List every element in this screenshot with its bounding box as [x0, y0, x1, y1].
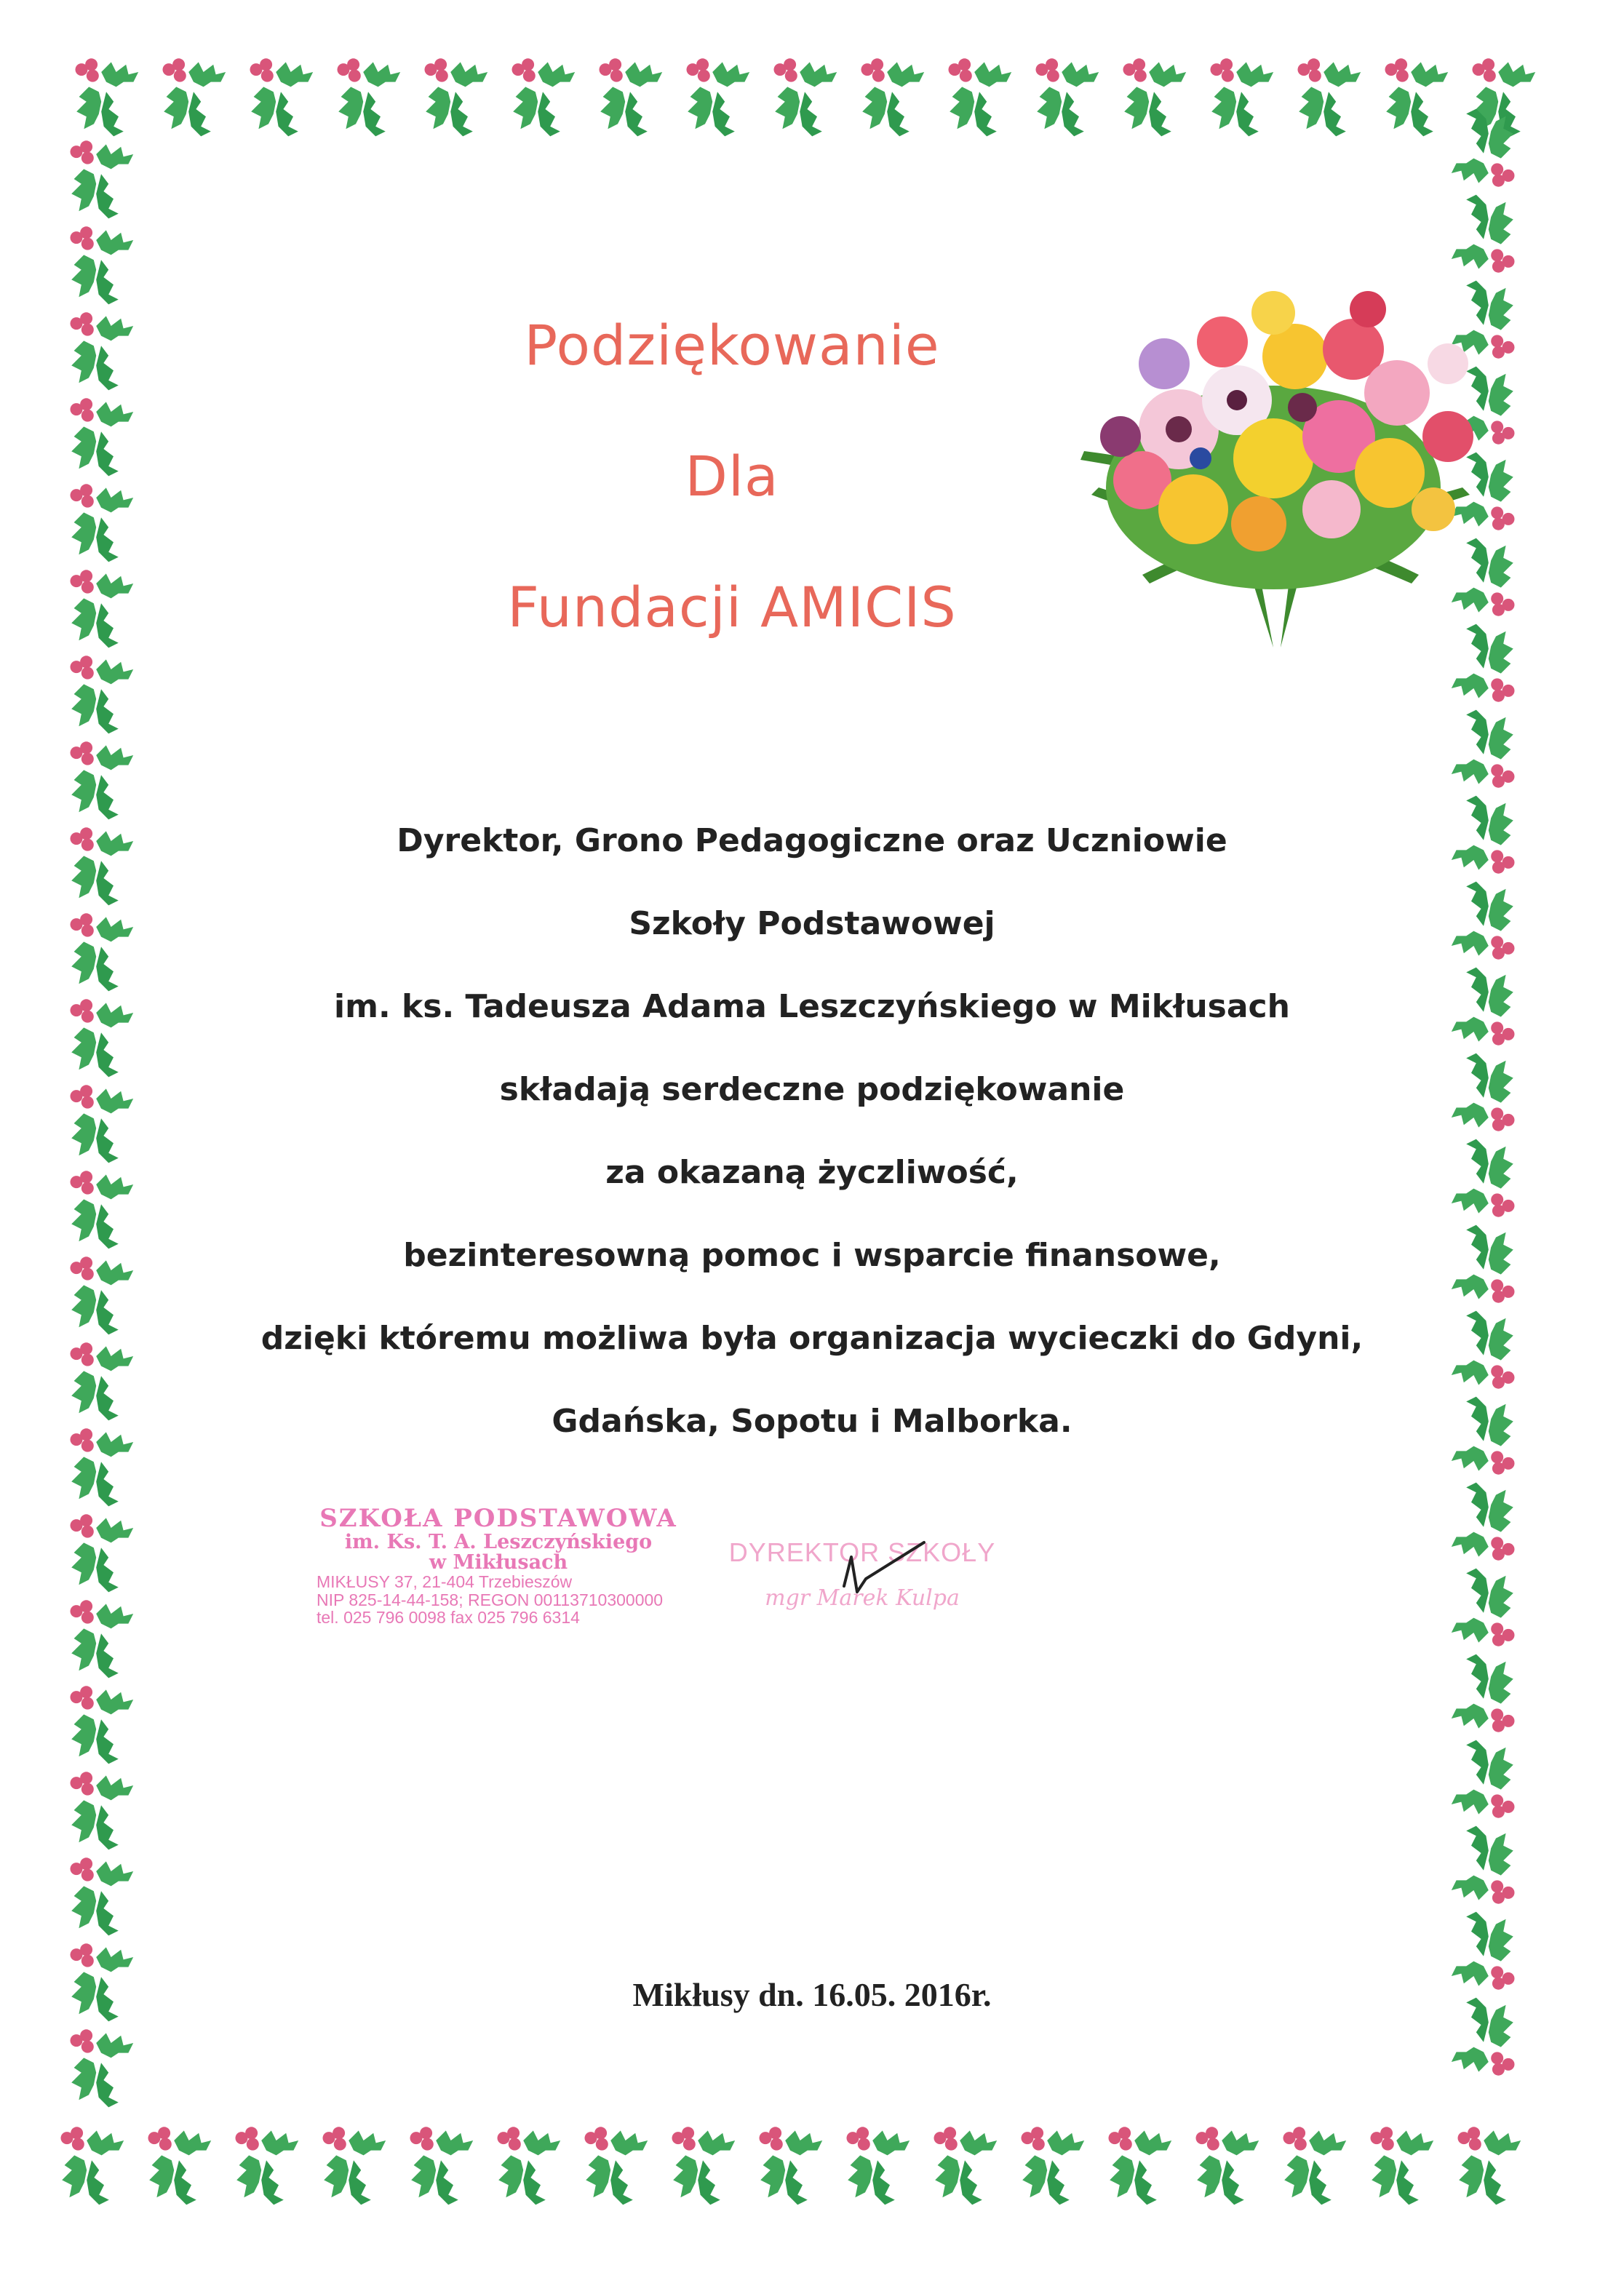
holly-sprig-border-top-15: [1385, 58, 1449, 136]
holly-sprig-border-bottom-4: [410, 2127, 474, 2205]
holly-sprig-border-left-20: [71, 1857, 134, 1935]
title-foundation: Fundacji AMICIS: [507, 575, 957, 640]
body-line: dzięki któremu możliwa była organizacja wycieczki do Gdyni,: [260, 1320, 1364, 1357]
holly-sprig-border-bottom-8: [760, 2127, 823, 2205]
holly-sprig-border-top-12: [1123, 58, 1187, 136]
holly-sprig-border-bottom-14: [1283, 2127, 1347, 2205]
holly-sprig-border-left-22: [71, 2029, 134, 2107]
holly-sprig-border-left-0: [71, 140, 134, 218]
stamp-school-name: SZKOŁA PODSTAWOWA: [319, 1504, 677, 1533]
holly-sprig-border-top-2: [250, 58, 314, 136]
holly-sprig-border-right-1: [1452, 195, 1515, 273]
holly-sprig-border-bottom-3: [323, 2127, 386, 2205]
body-line: im. ks. Tadeusza Adama Leszczyńskiego w Mikłusach: [334, 988, 1290, 1025]
holly-sprig-border-top-1: [163, 58, 226, 136]
holly-sprig-border-left-1: [71, 226, 134, 304]
stamp-school-patron: im. Ks. T. A. Leszczyńskiego: [344, 1530, 653, 1553]
holly-sprig-border-top-13: [1211, 58, 1274, 136]
stamp-school-town: w Mikłusach: [429, 1551, 568, 1574]
holly-sprig-border-right-16: [1452, 1483, 1515, 1561]
holly-sprig-border-bottom-9: [847, 2127, 910, 2205]
stamp-school-nip: NIP 825-14-44-158; REGON 00113710300000: [317, 1590, 664, 1609]
holly-sprig-border-left-7: [71, 741, 134, 819]
holly-sprig-border-top-6: [600, 58, 663, 136]
holly-sprig-border-left-16: [71, 1514, 134, 1592]
holly-sprig-border-bottom-16: [1458, 2127, 1521, 2205]
holly-sprig-border-left-18: [71, 1686, 134, 1764]
holly-sprig-border-top-3: [338, 58, 401, 136]
holly-sprig-border-right-17: [1452, 1569, 1515, 1646]
holly-sprig-border-bottom-2: [236, 2127, 299, 2205]
holly-sprig-border-left-19: [71, 1772, 134, 1849]
stamp-school-address: MIKŁUSY 37, 21-404 Trzebieszów: [317, 1572, 573, 1592]
holly-sprig-border-top-4: [425, 58, 488, 136]
holly-sprig-border-left-6: [71, 656, 134, 733]
title-thanks: Podziękowanie: [524, 313, 940, 378]
holly-sprig-border-bottom-0: [61, 2127, 124, 2205]
body-line: składają serdeczne podziękowanie: [499, 1071, 1125, 1108]
holly-sprig-border-bottom-1: [148, 2127, 212, 2205]
holly-sprig-border-right-18: [1452, 1654, 1515, 1732]
holly-sprig-border-bottom-11: [1022, 2127, 1085, 2205]
title-for: Dla: [685, 444, 779, 509]
holly-sprig-border-top-10: [949, 58, 1012, 136]
holly-sprig-border-bottom-6: [585, 2127, 648, 2205]
stamp-director-title: DYREKTOR SZKOŁY: [728, 1537, 996, 1567]
body-line: bezinteresowną pomoc i wsparcie finansowe,: [403, 1237, 1221, 1274]
body-line: Dyrektor, Grono Pedagogiczne oraz Uczniowie: [397, 822, 1227, 859]
holly-sprig-border-right-7: [1452, 710, 1515, 788]
holly-sprig-border-top-5: [512, 58, 576, 136]
holly-sprig-border-top-11: [1036, 58, 1099, 136]
holly-sprig-border-top-8: [774, 58, 837, 136]
holly-sprig-border-bottom-7: [672, 2127, 736, 2205]
stamp-director-name: mgr Marek Kulpa: [765, 1585, 960, 1611]
holly-sprig-border-top-14: [1298, 58, 1361, 136]
holly-sprig-border-bottom-13: [1196, 2127, 1259, 2205]
holly-sprig-border-right-20: [1452, 1826, 1515, 1904]
school-stamp: [309, 1506, 688, 1626]
body-line: Gdańska, Sopotu i Malborka.: [552, 1403, 1072, 1440]
body-line: Szkoły Podstawowej: [629, 905, 995, 942]
holly-sprig-border-bottom-5: [498, 2127, 561, 2205]
date-place: Mikłusy dn. 16.05. 2016r.: [632, 1976, 992, 2013]
signature: [822, 1535, 939, 1615]
body-line: za okazaną życzliwość,: [605, 1154, 1019, 1191]
holly-sprig-border-left-15: [71, 1428, 134, 1506]
holly-sprig-border-bottom-10: [934, 2127, 998, 2205]
holly-sprig-border-bottom-15: [1371, 2127, 1434, 2205]
flower-bouquet-icon: [1055, 269, 1499, 662]
holly-sprig-border-top-7: [687, 58, 750, 136]
holly-sprig-border-right-19: [1452, 1740, 1515, 1818]
stamp-school-phone: tel. 025 796 0098 fax 025 796 6314: [317, 1607, 580, 1627]
holly-sprig-border-left-17: [71, 1600, 134, 1678]
holly-sprig-border-bottom-12: [1109, 2127, 1172, 2205]
holly-sprig-border-top-0: [76, 58, 139, 136]
holly-sprig-border-top-9: [861, 58, 925, 136]
